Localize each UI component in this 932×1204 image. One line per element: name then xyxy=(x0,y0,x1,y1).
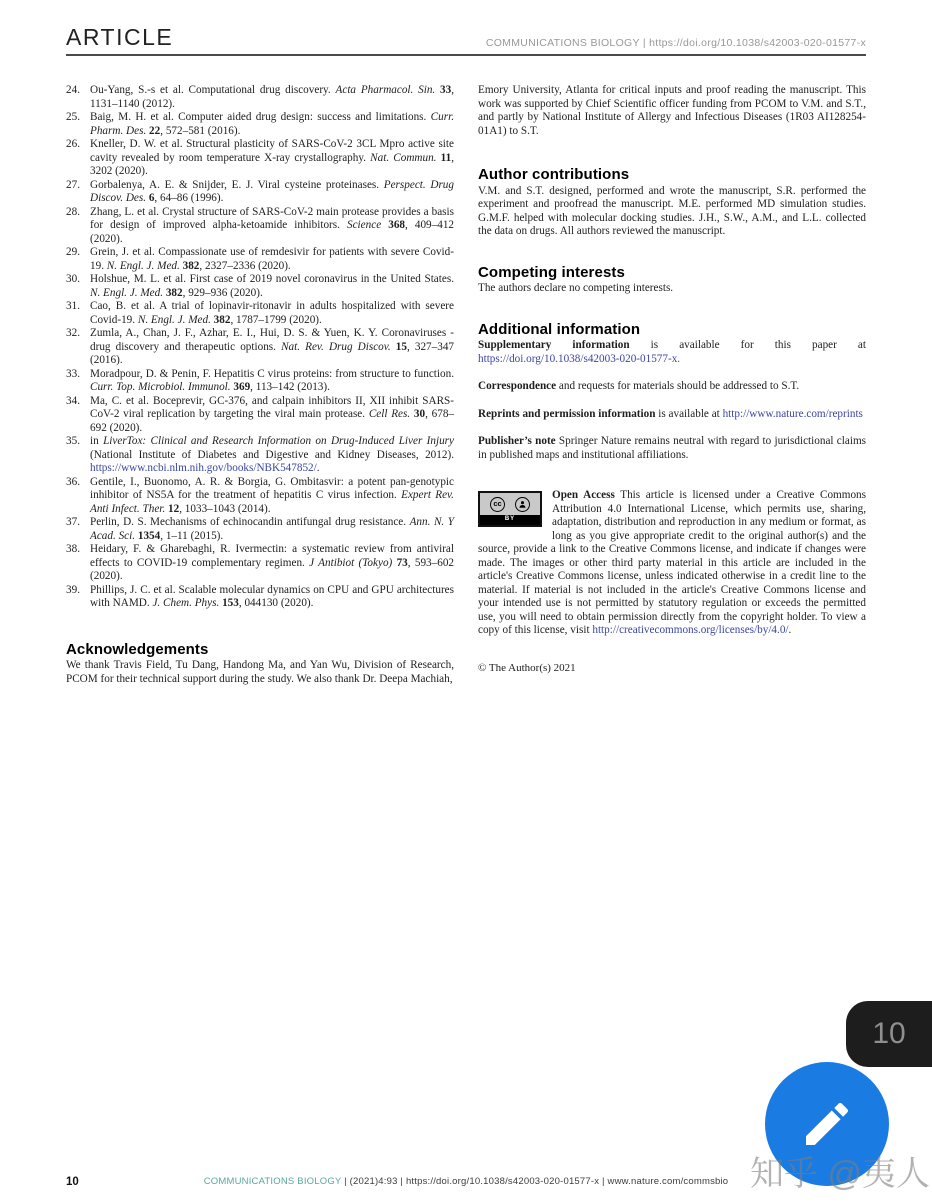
reference-item xyxy=(66,138,454,179)
reference-number: 39. xyxy=(66,583,80,596)
page-indicator-label: 10 xyxy=(872,1017,906,1050)
inline-link[interactable]: http://www.nature.com/reprints xyxy=(722,407,863,420)
watermark: 知乎 @夷人 xyxy=(750,1155,930,1193)
left-column xyxy=(66,84,454,686)
acknowledgements-continuation: Emory University, Atlanta for critical inputs and proof reading the manuscript. This work was supported by Chief Scientific officer funding from PCOM to V.M. and S.T., and partly by National Institute of Allergy and Infectious Diseases (1R03 AI128254-01A1) to S.T. xyxy=(478,84,866,137)
reference-text: Moradpour, D. & Penin, F. Hepatitis C virus proteins: from structure to function. Curr. Top. Microbiol. Immunol. 369, 113–142 (2013). xyxy=(90,367,454,393)
reference-item xyxy=(66,435,454,476)
correspondence-paragraph: Correspondence and requests for materials should be addressed to S.T. xyxy=(478,380,800,392)
reference-text: Ma, C. et al. Boceprevir, GC-376, and calpain inhibitors II, XII inhibit SARS-CoV-2 viral replication by targeting the viral main protease. Cell Res. 30, 678–692 (2020). xyxy=(90,394,455,434)
reference-number: 26. xyxy=(66,138,80,150)
open-access-body: Open Access This article is licensed under a Creative Commons Attribution 4.0 International License, which permits use, sharing, adaptation, distribution and reproduction in any medium or format, as long as you give appropriate credit to the original author(s) and the source, provide a link to the Creative Commons license, and indicate if changes were made. The images or other third party material in this article are included in the article's Creative Commons license, unless indicated otherwise in a credit line to the material. If material is not included in the article's Creative Commons license and your intended use is not permitted by statutory regulation or exceeds the permitted use, you will need to obtain permission directly from the copyright holder. To view a copy of this license, visit http://creativecommons.org/licenses/by/4.0/. xyxy=(478,489,866,636)
page-indicator-badge xyxy=(846,1001,932,1067)
copyright-line: © The Author(s) 2021 xyxy=(478,661,576,674)
reference-item xyxy=(66,476,454,517)
reference-text: Zumla, A., Chan, J. F., Azhar, E. I., Hui, D. S. & Yuen, K. Y. Coronaviruses - drug discovery and therapeutic options. Nat. Rev. Drug Discov. 15, 327–347 (2016). xyxy=(90,327,455,366)
reference-text: Phillips, J. C. et al. Scalable molecular dynamics on CPU and GPU architectures with NAMD. J. Chem. Phys. 153, 044130 (2020). xyxy=(90,583,454,609)
reference-text: Holshue, M. L. et al. First case of 2019 novel coronavirus in the United States. N. Engl. J. Med. 382, 929–936 (2020). xyxy=(90,273,454,299)
reference-number: 24. xyxy=(66,84,80,96)
open-access-block xyxy=(478,489,866,638)
journal-reference: COMMUNICATIONS BIOLOGY | https://doi.org/10.1038/s42003-020-01577-x xyxy=(485,37,866,49)
footer-journal-name: COMMUNICATIONS BIOLOGY xyxy=(203,1176,342,1187)
reference-number: 34. xyxy=(66,394,80,407)
cc-badge-icons xyxy=(480,493,540,515)
inline-link[interactable]: https://www.ncbi.nlm.nih.gov/books/NBK547852/ xyxy=(90,462,317,474)
reference-text: Gentile, I., Buonomo, A. R. & Borgia, G. Ombitasvir: a potent pan-genotypic inhibitor of NS5A for the treatment of hepatitis C virus infection. Expert Rev. Anti Infect. Ther. 12, 1033–1043 (2014). xyxy=(90,475,454,515)
content-columns xyxy=(66,84,866,686)
article-label: ARTICLE xyxy=(66,24,174,50)
reference-text: Cao, B. et al. A trial of lopinavir-ritonavir in adults hospitalized with severe Covid-19. N. Engl. J. Med. 382, 1787–1799 (2020). xyxy=(90,300,454,326)
publishers-note-paragraph: Publisher’s note Springer Nature remains neutral with regard to jurisdictional claims in published maps and institutional affiliations. xyxy=(478,435,866,461)
reference-text: Gorbalenya, A. E. & Snijder, E. J. Viral cysteine proteinases. Perspect. Drug Discov. Des. 6, 64–86 (1996). xyxy=(90,178,454,204)
reference-text: Grein, J. et al. Compassionate use of remdesivir for patients with severe Covid-19. N. Engl. J. Med. 382, 2327–2336 (2020). xyxy=(90,246,454,272)
reference-number: 38. xyxy=(66,543,80,555)
footer-citation xyxy=(66,1176,866,1187)
reference-number: 28. xyxy=(66,205,80,218)
reference-number: 36. xyxy=(66,475,80,488)
reference-text: Heidary, F. & Gharebaghi, R. Ivermectin: a systematic review from antiviral effects to COVID-19 complementary regimen. J Antibiot (Tokyo) 73, 593–602 (2020). xyxy=(90,543,455,582)
reference-item xyxy=(66,179,454,206)
competing-interests-heading: Competing interests xyxy=(478,263,625,281)
reference-item xyxy=(66,543,454,584)
reference-item xyxy=(66,111,454,138)
cc-by-label: BY xyxy=(480,515,540,525)
right-column xyxy=(478,84,866,686)
reference-number: 30. xyxy=(66,273,80,285)
reference-item xyxy=(66,368,454,395)
acknowledgements-body: We thank Travis Field, Tu Dang, Handong Ma, and Yan Wu, Division of Research, PCOM for their technical support during the study. We also thank Dr. Deepa Machiah, xyxy=(66,659,454,685)
reference-item xyxy=(66,327,454,368)
reference-text: Baig, M. H. et al. Computer aided drug design: success and limitations. Curr. Pharm. Des. 22, 572–581 (2016). xyxy=(90,111,454,137)
reference-text: Perlin, D. S. Mechanisms of echinocandin antifungal drug resistance. Ann. N. Y Acad. Sci. 1354, 1–11 (2015). xyxy=(90,516,454,542)
additional-information-heading: Additional information xyxy=(478,320,641,338)
reference-text: in LiverTox: Clinical and Research Information on Drug-Induced Liver Injury (National Institute of Diabetes and Digestive and Kidney Diseases, 2012). https://www.ncbi.nlm.nih.gov/books/NBK547852/. xyxy=(90,435,455,474)
pencil-icon xyxy=(799,1096,855,1152)
reference-text: Kneller, D. W. et al. Structural plasticity of SARS-CoV-2 3CL Mpro active site cavity revealed by room temperature X-ray crystallography. Nat. Commun. 11, 3202 (2020). xyxy=(90,138,454,177)
supplementary-information-paragraph: Supplementary information is available for this paper at https://doi.org/10.1038/s42003-020-01577-x. xyxy=(478,339,867,365)
reference-number: 33. xyxy=(66,367,80,380)
page-footer xyxy=(66,1176,866,1192)
cc-by-license-badge xyxy=(478,491,542,527)
reference-number: 37. xyxy=(66,516,80,528)
acknowledgements-heading: Acknowledgements xyxy=(66,640,209,658)
reference-number: 29. xyxy=(66,246,80,258)
reference-item xyxy=(66,300,454,327)
competing-interests-body: The authors declare no competing interests. xyxy=(478,282,674,294)
reference-item xyxy=(66,516,454,543)
reference-number: 35. xyxy=(66,435,80,447)
reference-item xyxy=(66,206,454,247)
cc-by-person-icon xyxy=(515,497,530,512)
reference-text: Zhang, L. et al. Crystal structure of SARS-CoV-2 main protease provides a basis for design of improved alpha-ketoamide inhibitors. Science 368, 409–412 (2020). xyxy=(90,205,455,245)
reference-number: 32. xyxy=(66,327,80,339)
author-contributions-heading: Author contributions xyxy=(478,166,630,183)
reference-number: 25. xyxy=(66,111,80,123)
reference-number: 27. xyxy=(66,178,80,191)
reference-item xyxy=(66,246,454,273)
reference-number: 31. xyxy=(66,300,80,312)
footer-citation-rest: | (2021)4:93 | https://doi.org/10.1038/s42003-020-01577-x | www.nature.com/commsbio xyxy=(341,1176,729,1187)
inline-link[interactable]: https://doi.org/10.1038/s42003-020-01577-x. xyxy=(478,352,681,365)
reference-item xyxy=(66,273,454,300)
inline-link[interactable]: http://creativecommons.org/licenses/by/4.0/ xyxy=(592,624,789,636)
reference-item xyxy=(66,584,454,611)
reprints-paragraph: Reprints and permission information is available at http://www.nature.com/reprints xyxy=(478,407,863,420)
reference-list xyxy=(66,84,454,611)
footer-page-number: 10 xyxy=(66,1176,79,1188)
reference-item xyxy=(66,395,454,436)
reference-item xyxy=(66,84,454,111)
reference-text: Ou-Yang, S.-s et al. Computational drug discovery. Acta Pharmacol. Sin. 33, 1131–1140 (2012). xyxy=(90,84,455,110)
author-contributions-body: V.M. and S.T. designed, performed and wrote the manuscript, S.R. performed the experiment and proofread the manuscript. M.E. performed MD simulation studies. G.M.F. helped with molecular docking studies. J.H., S.W., A.M., and L.L. collected the data on drugs. All authors reviewed the manuscript. xyxy=(478,184,866,237)
page-header xyxy=(66,22,866,56)
cc-icon: cc xyxy=(490,497,505,512)
